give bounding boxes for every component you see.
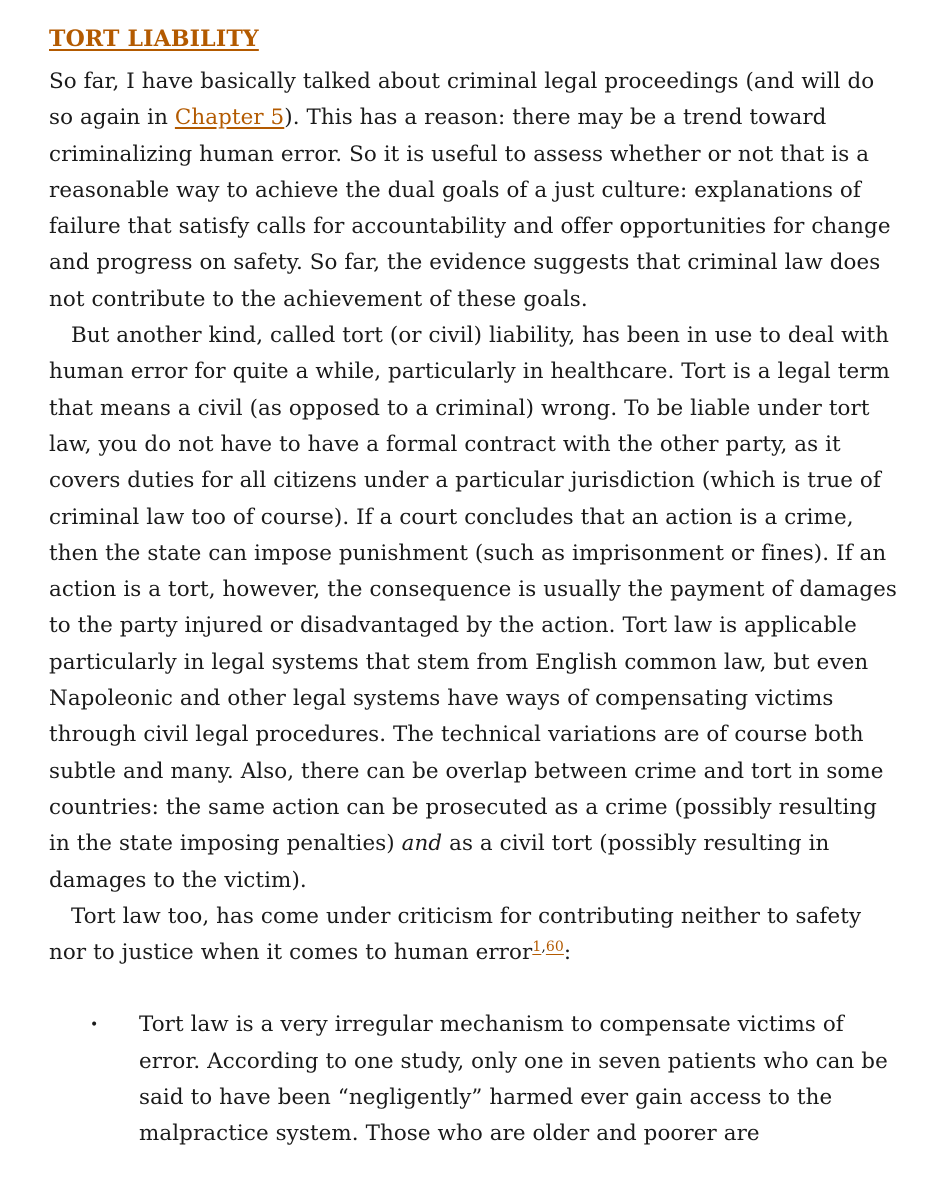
paragraph-2-text: But another kind, called tort (or civil) liability, has been in use to deal with human error for quite a while, particularly in healthcare. Tort is a legal term that means a civil (as opposed to a criminal) wrong. To be liable under tort law, you do not have to have a formal contract with the other party, as it covers duties for all citizens under a particular jurisdiction (which is true of criminal law too of course). If a court concludes that an action is a crime, then the state can impose punishment (such as imprisonment or fines). If an action is a tort, however, the consequence is usually the payment of damages to the party injured or disadvantaged by the action. Tort law is applicable particularly in legal systems that stem from English common law, but even Napoleonic and other legal systems have ways of compensating victims through civil legal procedures. The technical variations are of course both subtle and many. Also, there can be overlap between crime and tort in some countries: the same action can be prosecuted as a crime (possibly resulting in the state imposing penalties) [49, 323, 897, 857]
section-heading [49, 26, 898, 52]
paragraph-2-text-end: as a civil tort (possibly resulting in damages to the victim). [49, 831, 830, 893]
section-heading-link[interactable]: TORT LIABILITY [49, 26, 259, 52]
paragraph-2 [49, 318, 898, 899]
paragraph-2-emphasis: and [401, 831, 443, 857]
bullet-list [49, 1007, 898, 1152]
paragraph-1-text-b: ). This has a reason: there may be a trend toward criminalizing human error. So it is useful to assess whether or not that is a reasonable way to achieve the dual goals of a just culture: explanations of failure that satisfy calls for accountability and offer opportunities for change and progress on safety. So far, the evidence suggests that criminal law does not contribute to the achievement of these goals. [49, 105, 891, 312]
paragraph-3 [49, 899, 898, 972]
bullet-icon: • [90, 1017, 99, 1034]
paragraph-1 [49, 64, 898, 318]
footnote-ref-1[interactable]: 1 [532, 939, 542, 955]
chapter-5-link[interactable]: Chapter 5 [174, 105, 285, 131]
list-item [49, 1007, 898, 1152]
footnote-ref-60[interactable]: 60 [545, 939, 564, 955]
paragraph-3-colon: : [563, 940, 572, 966]
paragraph-1-text-a: So far, I have basically talked about criminal legal proceedings (and will do so again in [49, 69, 875, 131]
paragraph-3-text: Tort law too, has come under criticism for contributing neither to safety nor to justice when it comes to human error [49, 903, 862, 966]
footnote-refs [532, 939, 564, 955]
footnote-separator: , [541, 939, 546, 955]
list-item-text: Tort law is a very irregular mechanism to compensate victims of error. According to one study, only one in seven patients who can be said to have been “negligently” harmed ever gain access to the malpractice system. Those who are older and poorer are [139, 1012, 888, 1147]
